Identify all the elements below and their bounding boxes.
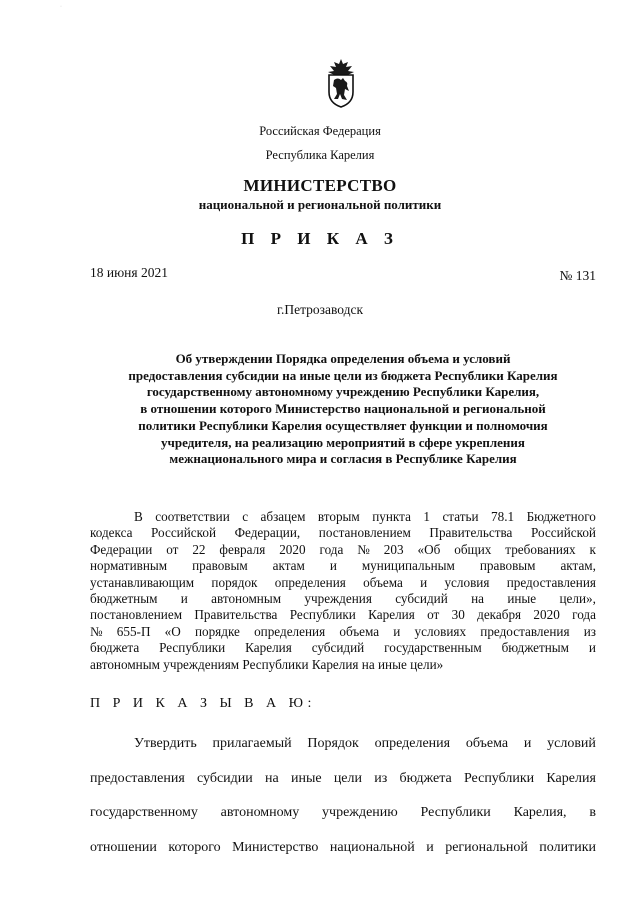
word: и (588, 640, 596, 656)
word: цели», (559, 590, 596, 606)
word: субсидий (311, 640, 365, 656)
word: субсидии (197, 770, 253, 786)
word: субсидий (395, 590, 448, 606)
body-line (90, 769, 596, 804)
ministry-subtitle: национальной и региональной политики (198, 197, 442, 212)
document-number: № 131 (559, 268, 596, 283)
word: определения (274, 574, 346, 590)
republic-name: Республика Карелия (265, 148, 375, 162)
word: Российской (151, 525, 217, 541)
word: автономному (220, 805, 300, 820)
word: порядке (194, 623, 240, 639)
word: порядок (211, 574, 258, 590)
preamble-line (90, 640, 596, 656)
word: к (589, 541, 596, 557)
word: Российской (531, 525, 596, 541)
preamble-line (90, 575, 596, 591)
word: бюджета (399, 770, 452, 786)
word: правовым (479, 558, 536, 574)
word: «Об (417, 541, 441, 557)
word: отношении (90, 839, 157, 855)
document-title (90, 351, 596, 468)
word: постановлением (90, 607, 183, 623)
corner-mark: · (60, 4, 62, 10)
word: Утвердить (134, 736, 197, 751)
word: 2020 (279, 541, 306, 557)
word: которого (168, 839, 221, 855)
word: 203 (383, 541, 404, 557)
word: предоставления (480, 623, 570, 639)
word: Бюджетного (526, 509, 596, 524)
word: цели (333, 770, 362, 786)
word: № (90, 623, 103, 639)
body-line (90, 803, 596, 838)
word: национальной (329, 839, 415, 855)
word: Республики (420, 805, 491, 820)
word: государственным (384, 640, 482, 656)
word: объема (465, 736, 509, 751)
word: и (329, 558, 337, 574)
document-date: 18 июня 2021 (90, 265, 168, 280)
preamble-line (90, 624, 596, 640)
ministry-title: МИНИСТЕРСТВО (243, 176, 397, 195)
word: Карелия (546, 770, 596, 786)
word: бюджета (90, 640, 140, 656)
word: региональной (445, 839, 528, 855)
title-line: учредителя, на реализацию мероприятий в сфере укрепления (161, 434, 525, 450)
word: февраля (219, 541, 266, 557)
word: в (589, 805, 596, 820)
word: условиях (414, 623, 467, 639)
word: 78.1 (491, 509, 515, 524)
body-line (90, 838, 596, 873)
word: от (166, 541, 179, 557)
word: общих (454, 541, 492, 557)
title-line: межнационального мира и согласия в Республике Карелия (169, 451, 517, 467)
word: 22 (192, 541, 206, 557)
word: автономным (211, 590, 282, 606)
word: Порядок (307, 736, 359, 751)
preamble-line (90, 525, 596, 541)
word: Карелия, (513, 805, 567, 820)
document-type: П Р И К А З (241, 229, 399, 248)
word: муниципальным (361, 558, 455, 574)
word: иные (290, 770, 322, 786)
preamble-line (90, 607, 596, 623)
body-line (90, 734, 596, 769)
word: бюджетным (501, 640, 570, 656)
word: объема (339, 623, 380, 639)
word: определения (254, 623, 326, 639)
preamble-line: автономным учреждениям Республики Карелия на иные цели» (90, 656, 444, 672)
word: Республики (159, 640, 226, 656)
word: Федерации, (234, 525, 301, 541)
order-word: П Р И К А З Ы В А Ю: (90, 696, 316, 711)
word: постановлением (318, 525, 411, 541)
word: политики (539, 839, 596, 855)
word: года (572, 607, 596, 623)
word: требованиях (505, 541, 576, 557)
word: из (374, 770, 388, 786)
word: бюджетным (90, 590, 158, 606)
karelia-coat-of-arms-icon (326, 58, 356, 108)
word: кодекса (90, 525, 133, 541)
word: и (426, 839, 434, 855)
preamble-line (90, 509, 596, 525)
word: от (427, 607, 440, 623)
word: «О (164, 623, 181, 639)
word: 655-П (116, 623, 151, 639)
word: правовым (192, 558, 248, 574)
word: пункта (372, 509, 411, 524)
word: учреждения (304, 590, 372, 606)
word: государственному (90, 805, 198, 820)
word: условия (444, 574, 490, 590)
word: 1 (423, 509, 430, 524)
word: и (420, 574, 428, 590)
word: предоставления (90, 770, 185, 786)
word: учреждению (322, 805, 398, 820)
preamble-paragraph (90, 509, 596, 673)
word: Правительства (194, 607, 278, 623)
word: № (357, 541, 370, 557)
title-line: Об утверждении Порядка определения объема и условий (175, 351, 511, 366)
word: условий (547, 736, 596, 751)
word: актам (272, 558, 305, 574)
word: В (134, 509, 143, 524)
word: года (319, 541, 344, 557)
word: прилагаемый (212, 736, 292, 751)
word: 30 (451, 607, 465, 623)
title-line: предоставления субсидии на иные цели из бюджета Республики Карелия (128, 367, 558, 383)
word: Карелия (368, 607, 415, 623)
word: Федерации (90, 541, 153, 557)
word: Республики (289, 607, 356, 623)
word: из (583, 623, 596, 639)
word: на (471, 590, 484, 606)
title-line: политики Республики Карелия осуществляет функции и полномочия (138, 417, 548, 433)
word: вторым (317, 509, 360, 524)
word: на (265, 770, 279, 786)
preamble-line (90, 542, 596, 558)
word: Республики (463, 770, 535, 786)
word: 2020 (533, 607, 560, 623)
word: и (523, 736, 532, 751)
word: соответствии (155, 509, 230, 524)
title-line: государственному автономному учреждению Республики Карелия, (146, 384, 540, 400)
word: и (393, 623, 401, 639)
word: нормативным (90, 558, 168, 574)
word: объема (363, 574, 403, 590)
word: Правительства (429, 525, 513, 541)
word: статьи (442, 509, 479, 524)
word: Карелия (245, 640, 292, 656)
country-name: Российская Федерация (259, 124, 381, 138)
preamble-line (90, 558, 596, 574)
word: декабря (477, 607, 522, 623)
word: абзацем (260, 509, 306, 524)
body-paragraph (90, 734, 596, 872)
word: иные (507, 590, 537, 606)
word: актам, (560, 558, 596, 574)
word: предоставления (506, 574, 596, 590)
word: определения (374, 736, 451, 751)
word: с (242, 509, 249, 524)
title-line: в отношении которого Министерство национальной и региональной (140, 401, 546, 417)
word: Министерство (232, 839, 319, 855)
word: устанавливающим (90, 574, 195, 590)
word: и (180, 590, 188, 606)
preamble-line (90, 591, 596, 607)
document-city: г.Петрозаводск (276, 302, 364, 317)
